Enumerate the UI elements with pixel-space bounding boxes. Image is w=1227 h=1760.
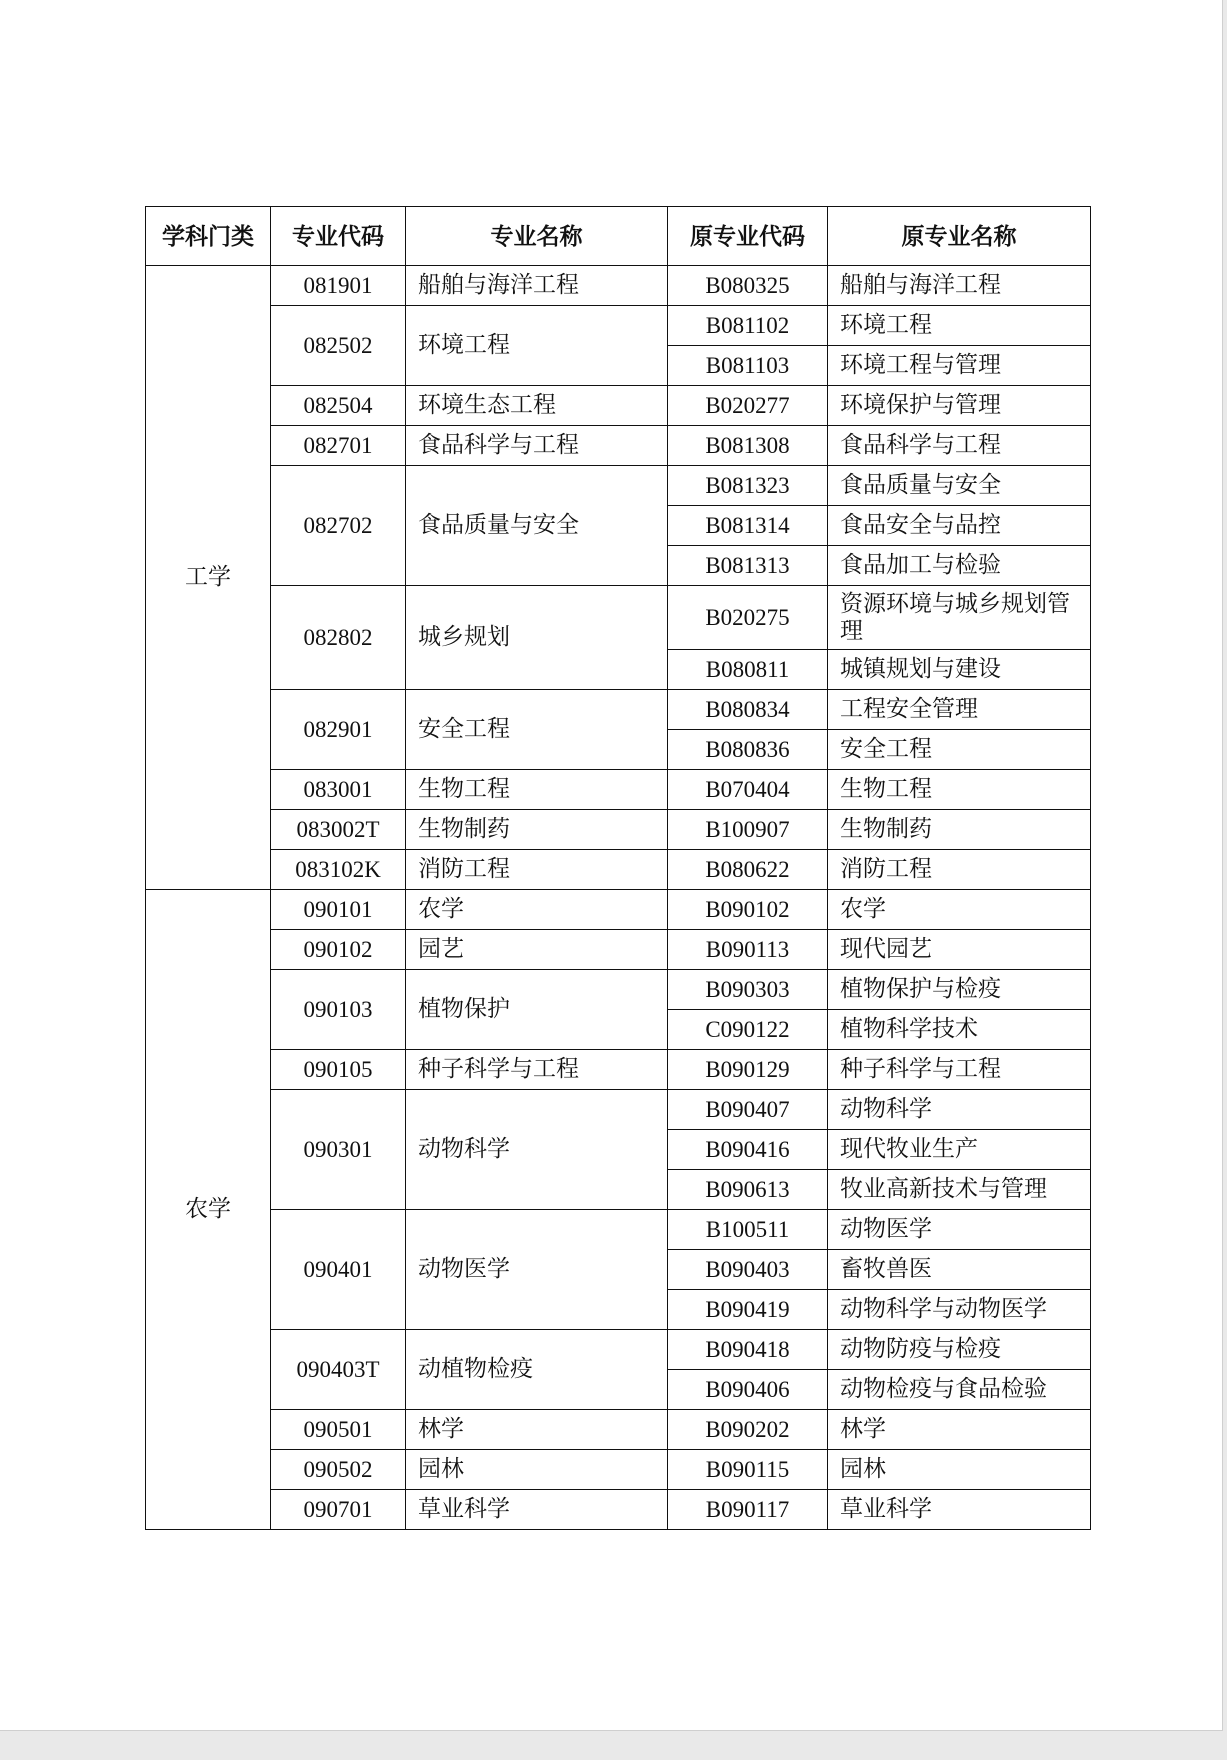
table-row [146,1090,1091,1130]
original-name-cell: 动物科学 [828,1090,1091,1130]
original-code-cell: B081314 [668,506,828,546]
major-code-cell: 083002T [271,810,406,850]
original-name-cell: 植物保护与检疫 [828,970,1091,1010]
major-code-cell: 082504 [271,386,406,426]
original-code-cell: B090419 [668,1290,828,1330]
major-name-cell: 环境生态工程 [406,386,668,426]
original-code-cell: B020275 [668,586,828,650]
major-name-cell: 生物制药 [406,810,668,850]
original-name-cell: 生物制药 [828,810,1091,850]
original-name-cell: 工程安全管理 [828,690,1091,730]
major-code-cell: 090103 [271,970,406,1050]
original-name-cell: 动物科学与动物医学 [828,1290,1091,1330]
original-code-cell: B070404 [668,770,828,810]
original-code-cell: B081323 [668,466,828,506]
original-code-cell: B100511 [668,1210,828,1250]
header-major-code: 专业代码 [271,207,406,266]
original-code-cell: B090403 [668,1250,828,1290]
table-row [146,850,1091,890]
original-code-cell: B080325 [668,266,828,306]
original-name-cell: 农学 [828,890,1091,930]
table-row [146,1490,1091,1530]
major-name-cell: 园艺 [406,930,668,970]
original-name-cell: 食品科学与工程 [828,426,1091,466]
major-code-cell: 090105 [271,1050,406,1090]
original-name-cell: 牧业高新技术与管理 [828,1170,1091,1210]
original-code-cell: B081102 [668,306,828,346]
original-name-cell: 食品安全与品控 [828,506,1091,546]
original-code-cell: B090407 [668,1090,828,1130]
major-mapping-table [145,206,1091,1530]
original-code-cell: B020277 [668,386,828,426]
table-row [146,770,1091,810]
major-code-cell: 083001 [271,770,406,810]
original-code-cell: B090202 [668,1410,828,1450]
major-code-cell: 081901 [271,266,406,306]
major-name-cell: 消防工程 [406,850,668,890]
major-name-cell: 动物科学 [406,1090,668,1210]
major-code-cell: 090502 [271,1450,406,1490]
major-code-cell: 082702 [271,466,406,586]
major-code-cell: 090501 [271,1410,406,1450]
major-code-cell: 083102K [271,850,406,890]
original-name-cell: 环境保护与管理 [828,386,1091,426]
table-row [146,466,1091,506]
table-row [146,1210,1091,1250]
major-name-cell: 船舶与海洋工程 [406,266,668,306]
category-cell: 农学 [146,890,271,1530]
table-row [146,306,1091,346]
header-category: 学科门类 [146,207,271,266]
original-name-cell: 畜牧兽医 [828,1250,1091,1290]
original-name-cell: 林学 [828,1410,1091,1450]
header-major-name: 专业名称 [406,207,668,266]
original-code-cell: B090102 [668,890,828,930]
major-name-cell: 动植物检疫 [406,1330,668,1410]
table-row [146,970,1091,1010]
major-code-cell: 082502 [271,306,406,386]
original-code-cell: B090416 [668,1130,828,1170]
original-name-cell: 资源环境与城乡规划管理 [828,586,1091,650]
major-name-cell: 林学 [406,1410,668,1450]
original-code-cell: B090129 [668,1050,828,1090]
table-row [146,266,1091,306]
original-name-cell: 草业科学 [828,1490,1091,1530]
original-code-cell: B090117 [668,1490,828,1530]
table-row [146,1050,1091,1090]
major-name-cell: 食品质量与安全 [406,466,668,586]
major-name-cell: 安全工程 [406,690,668,770]
major-code-cell: 090401 [271,1210,406,1330]
major-code-cell: 090101 [271,890,406,930]
original-name-cell: 消防工程 [828,850,1091,890]
major-code-cell: 082701 [271,426,406,466]
original-code-cell: B090406 [668,1370,828,1410]
original-name-cell: 植物科学技术 [828,1010,1091,1050]
original-name-cell: 安全工程 [828,730,1091,770]
table-row [146,386,1091,426]
original-name-cell: 种子科学与工程 [828,1050,1091,1090]
original-code-cell: B090115 [668,1450,828,1490]
original-code-cell: B080622 [668,850,828,890]
original-code-cell: B080834 [668,690,828,730]
major-name-cell: 生物工程 [406,770,668,810]
table-row [146,1330,1091,1370]
table-row [146,586,1091,650]
original-code-cell: B090303 [668,970,828,1010]
original-name-cell: 食品加工与检验 [828,546,1091,586]
original-code-cell: B100907 [668,810,828,850]
major-code-cell: 090102 [271,930,406,970]
major-name-cell: 农学 [406,890,668,930]
major-name-cell: 种子科学与工程 [406,1050,668,1090]
table-row [146,1450,1091,1490]
major-code-cell: 090403T [271,1330,406,1410]
table-row [146,930,1091,970]
original-name-cell: 动物检疫与食品检验 [828,1370,1091,1410]
original-name-cell: 城镇规划与建设 [828,650,1091,690]
table-header-row [146,207,1091,266]
major-code-cell: 090301 [271,1090,406,1210]
original-code-cell: B090418 [668,1330,828,1370]
original-code-cell: B081313 [668,546,828,586]
original-name-cell: 生物工程 [828,770,1091,810]
major-name-cell: 植物保护 [406,970,668,1050]
original-name-cell: 动物医学 [828,1210,1091,1250]
table-row [146,690,1091,730]
original-name-cell: 动物防疫与检疫 [828,1330,1091,1370]
original-code-cell: B080811 [668,650,828,690]
major-code-cell: 082802 [271,586,406,690]
major-name-cell: 园林 [406,1450,668,1490]
major-name-cell: 环境工程 [406,306,668,386]
original-code-cell: C090122 [668,1010,828,1050]
original-code-cell: B080836 [668,730,828,770]
major-name-cell: 草业科学 [406,1490,668,1530]
original-name-cell: 现代园艺 [828,930,1091,970]
original-name-cell: 食品质量与安全 [828,466,1091,506]
category-cell: 工学 [146,266,271,890]
header-original-code: 原专业代码 [668,207,828,266]
original-code-cell: B090613 [668,1170,828,1210]
original-name-cell: 环境工程与管理 [828,346,1091,386]
original-name-cell: 园林 [828,1450,1091,1490]
original-name-cell: 现代牧业生产 [828,1130,1091,1170]
table-row [146,426,1091,466]
table-row [146,1410,1091,1450]
original-name-cell: 环境工程 [828,306,1091,346]
major-code-cell: 090701 [271,1490,406,1530]
original-code-cell: B081103 [668,346,828,386]
original-code-cell: B090113 [668,930,828,970]
table-body [146,266,1091,1530]
major-name-cell: 食品科学与工程 [406,426,668,466]
original-code-cell: B081308 [668,426,828,466]
header-original-name: 原专业名称 [828,207,1091,266]
original-name-cell: 船舶与海洋工程 [828,266,1091,306]
table-row [146,810,1091,850]
major-code-cell: 082901 [271,690,406,770]
major-name-cell: 城乡规划 [406,586,668,690]
table-row [146,890,1091,930]
major-name-cell: 动物医学 [406,1210,668,1330]
